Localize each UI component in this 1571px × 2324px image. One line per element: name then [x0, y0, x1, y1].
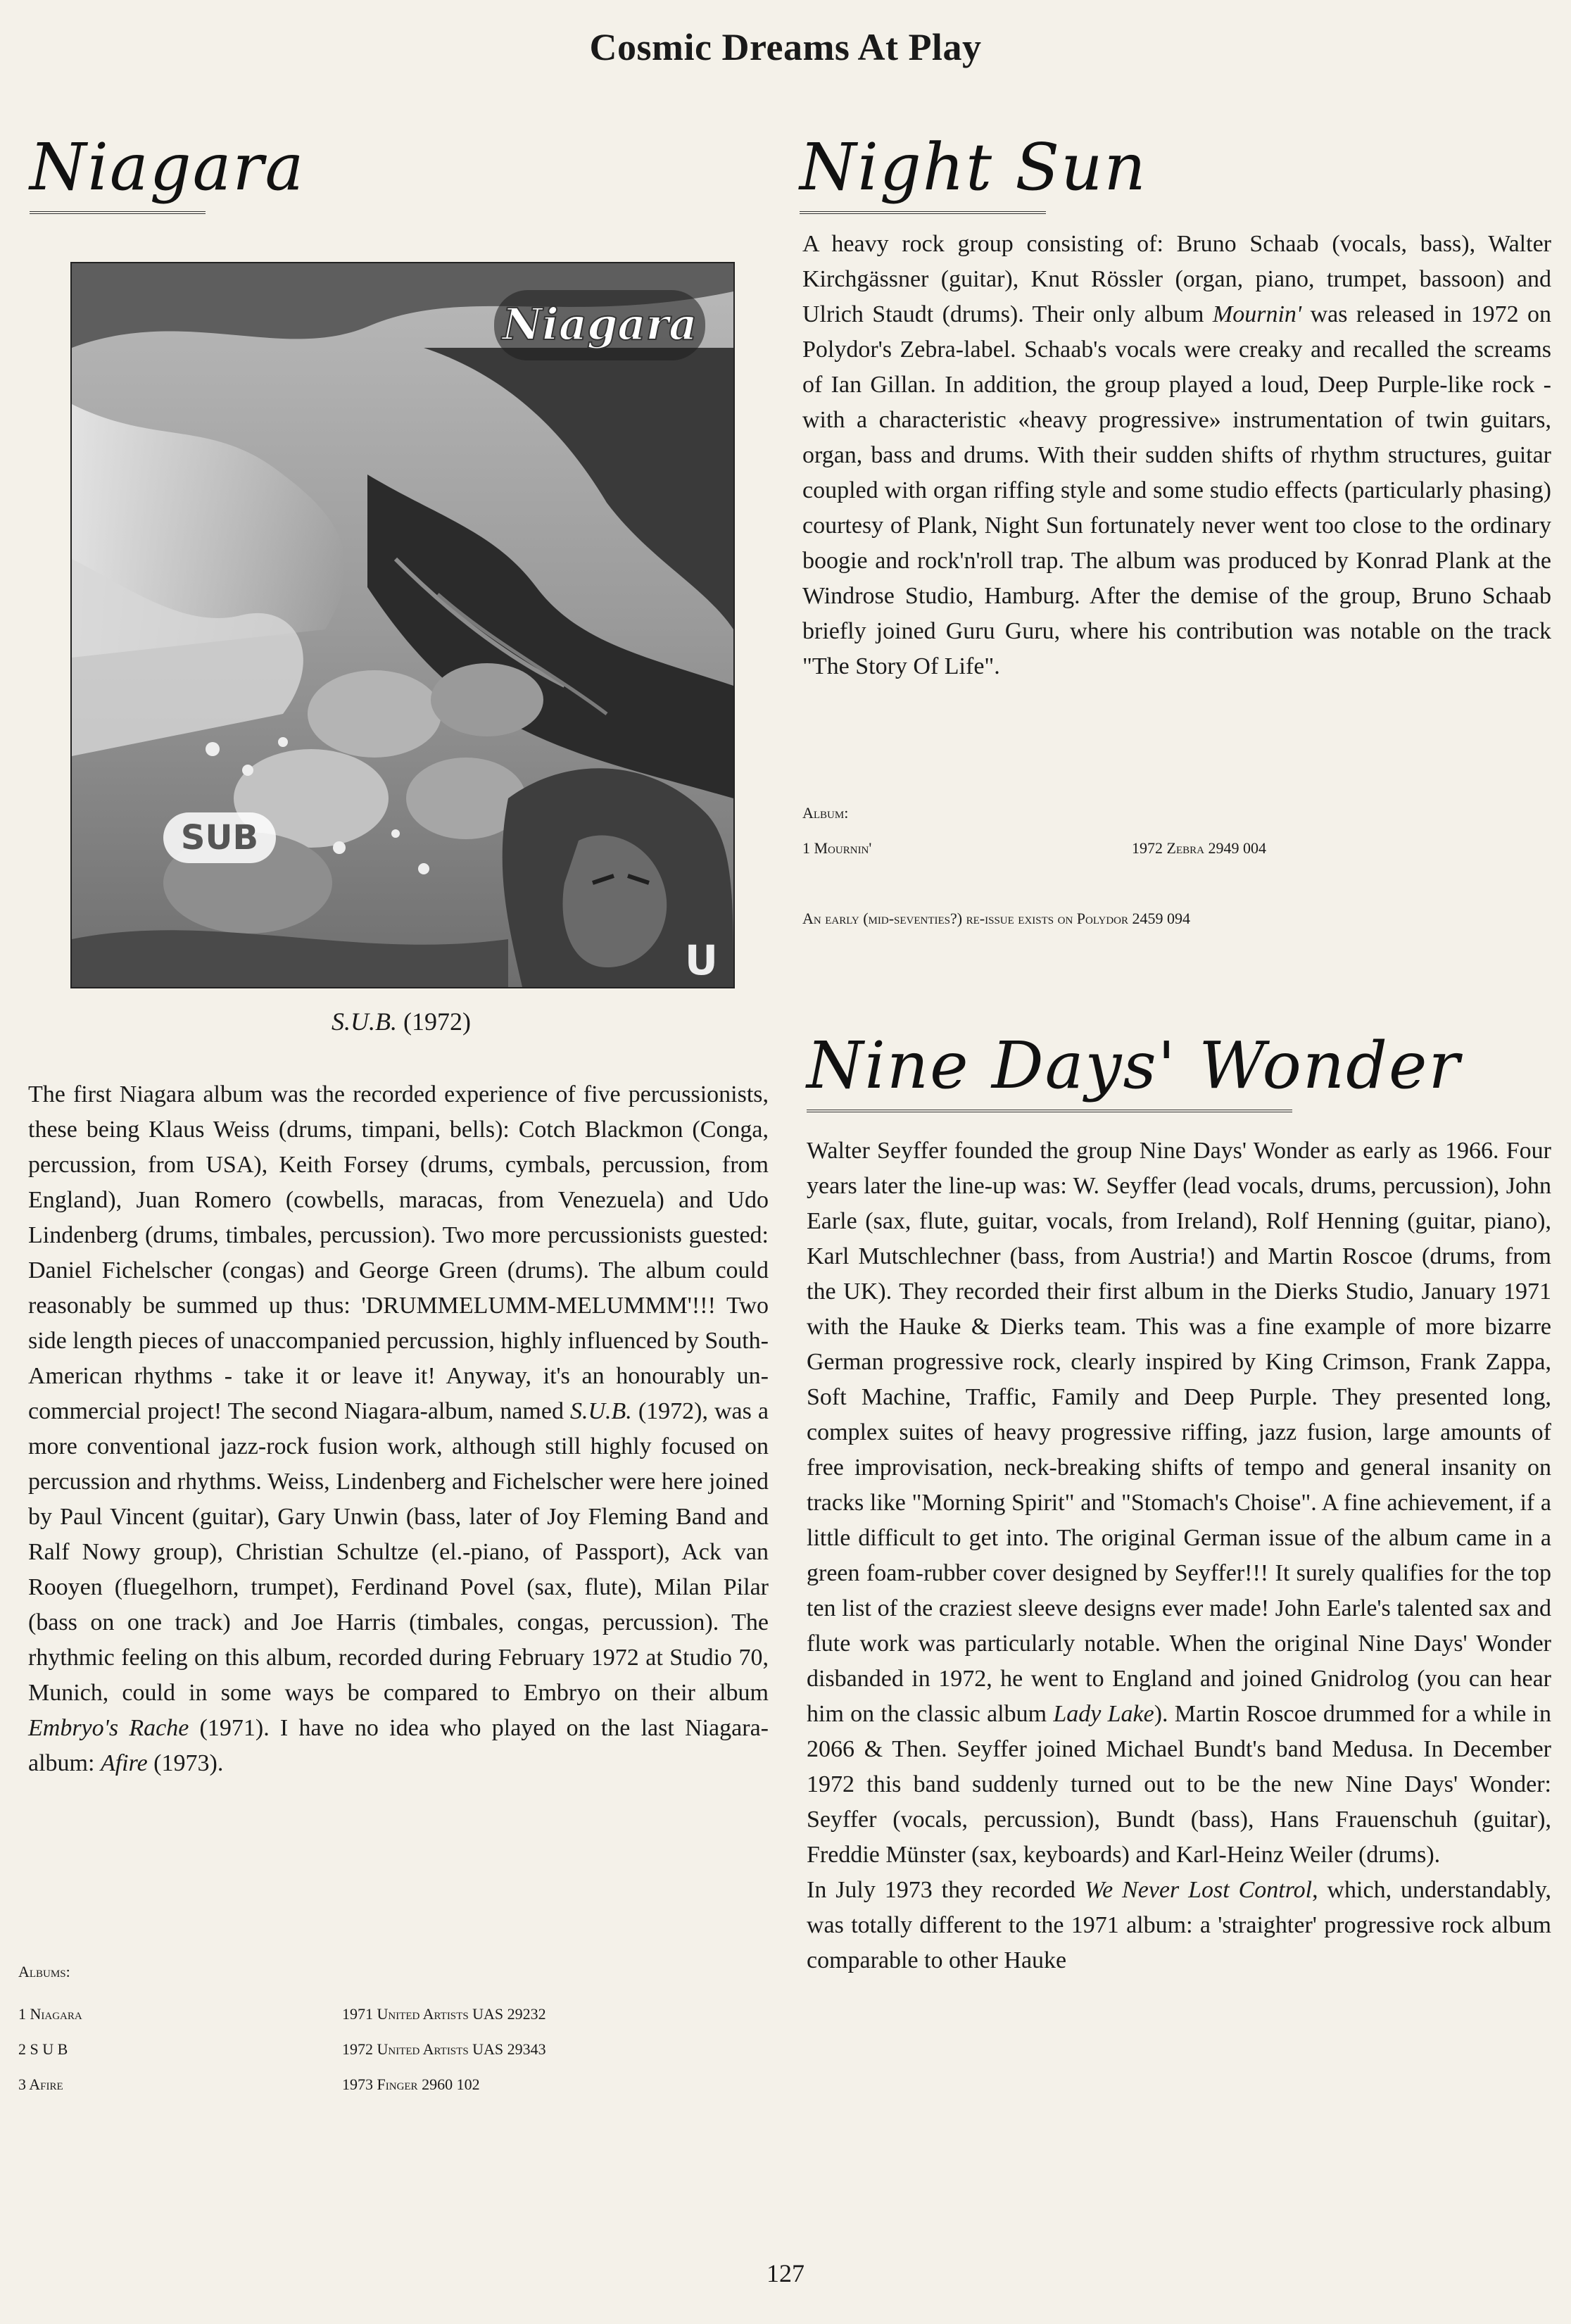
cover-logo	[494, 290, 705, 360]
nine-days-wonder-body-text: Walter Seyffer founded the group Nine Days' Wonder as early as 1966. Four years later the line-up was: W. Seyffer (lead vocals, drums, percussion), John Earle (sax, flute, guitar, vocals, from Ireland), Rolf Henning (guitar, piano), Karl Mutschlechner (bass, from Austria!) and Martin Roscoe (drums, from the UK). They recorded their first album in the Dierks Studio, January 1971 with the Hauke & Dierks team. This was a fine example of more bizarre German progressive rock, clearly inspired by King Crimson, Frank Zappa, Soft Machine, Traffic, Family and Deep Purple. They presented long, complex suites of heavy progressive riffing, jazz fusion, large amounts of free improvisation, neck-breaking shifts of tempo and general insanity on tracks like "Morning Spirit" and "Stomach's Choise". A fine achievement, if a little difficult to get into. The original German issue of the album came in a green foam-rubber cover designed by Seyffer!!! It surely qualifies for the top ten list of the craziest sleeve designs ever made! John Earle's talented sax and flute work was particularly notable. When the original Nine Days' Wonder disbanded in 1972, he went to England and joined Gnidrolog (you can hear him on the classic album	[807, 1138, 1551, 1727]
niagara-albums-heading: Albums:	[18, 1963, 70, 1980]
nine-days-wonder-body-text: In July 1973 they recorded	[807, 1877, 1085, 1903]
cover-sub-logo	[163, 812, 276, 863]
night-sun-album-ref: Mournin'	[1212, 301, 1302, 327]
nine-days-wonder-body-text: ). Martin Roscoe drummed for a while in 2066 & Then. Seyffer joined Michael Bundt's band Medusa. In December 1972 this band suddenly turned out to be the new Nine Days' Wonder: Seyffer (vocals, percussion), Bundt (bass), Hans Frauenschuh (guitar), Freddie Münster (sax, keyboards) and Karl-Heinz Weiler (drums).	[807, 1701, 1551, 1868]
discography-release: 1972 Zebra 2949 004	[1132, 839, 1266, 857]
night-sun-album-heading: Album:	[802, 804, 849, 822]
album-cover-art	[72, 263, 733, 987]
nine-days-wonder-body-text: , which, understandably, was totally different to the 1971 album: a 'straighter' progressive rock album comparable to other Hauke	[807, 1877, 1551, 1973]
night-sun-title-rule	[800, 211, 1046, 214]
album-cover-caption	[70, 1007, 732, 1036]
nine-days-wonder-album-ref: We Never Lost Control	[1084, 1877, 1313, 1903]
niagara-title: Niagara	[30, 130, 305, 205]
running-head: Cosmic Dreams At Play	[589, 26, 982, 68]
nine-days-wonder-body	[807, 1133, 1551, 1978]
niagara-album-ref: Afire	[100, 1750, 148, 1776]
niagara-body	[28, 1077, 769, 1781]
page-number: 127	[766, 2259, 805, 2287]
niagara-body-text: (1972), was a more conventional jazz-rock fusion work, although still highly focused on percussion and rhythms. Weiss, Lindenberg and Fichelscher were here joined by Paul Vincent (guitar), Gary Unwin (bass, later of Joy Fleming Band and Ralf Nowy group), Christian Schultze (el.-piano, of Passport), Ack van Rooyen (fluegelhorn, trumpet), Ferdinand Povel (sax, flute), Milan Pilar (bass on one track) and Joe Harris (timbales, congas, percussion). The rhythmic feeling on this album, recorded during February 1972 at Studio 70, Munich, could in some ways be compared to Embryo on their album	[28, 1398, 769, 1706]
discography-release: 1973 Finger 2960 102	[342, 2075, 480, 2093]
nine-days-wonder-title: Nine Days' Wonder	[807, 1028, 1461, 1103]
nine-days-wonder-title-rule	[807, 1110, 1292, 1112]
caption-title: S.U.B.	[332, 1007, 397, 1036]
discography-title: 3 Afire	[18, 2075, 63, 2093]
discography-title: 1 Mournin'	[802, 839, 872, 857]
niagara-body-text: (1971). I have no idea who played on the last Niagara- album:	[28, 1715, 769, 1776]
night-sun-body-text: was released in 1972 on Polydor's Zebra-label. Schaab's vocals were creaky and recalled the screams of Ian Gillan. In addition, the group played a loud, Deep Purple-like rock - with a characteristic «heavy progressive» instrumentation of twin guitars, organ, bass and drums. With their sudden shifts of rhythm structures, guitar coupled with organ riffing style and some studio effects (particularly phasing) courtesy of Plank, Night Sun fortunately never went too close to the ordinary boogie and rock'n'roll trap. The album was produced by Konrad Plank at the Windrose Studio, Hamburg. After the demise of the group, Bruno Schaab briefly joined Guru Guru, where his contribution was notable on the track "The Story Of Life".	[802, 301, 1552, 679]
niagara-album-ref: Embryo's Rache	[28, 1715, 189, 1741]
cover-logo-text: Niagara	[502, 299, 698, 350]
discography-release: 1972 United Artists UAS 29343	[342, 2040, 546, 2058]
night-sun-body	[802, 227, 1551, 684]
cover-corner-letter: U	[684, 936, 718, 984]
discography-title: 2 S U B	[18, 2040, 68, 2058]
nine-days-wonder-album-ref: Lady Lake	[1053, 1701, 1154, 1727]
album-cover-image	[70, 262, 735, 988]
caption-year: (1972)	[403, 1007, 471, 1036]
discography-title: 1 Niagara	[18, 2005, 82, 2023]
night-sun-reissue-note: An early (mid-seventies?) re-issue exists on Polydor 2459 094	[802, 910, 1191, 927]
niagara-album-ref: S.U.B.	[569, 1398, 632, 1424]
niagara-body-text: (1973).	[147, 1750, 224, 1776]
cover-sub-text: SUB	[180, 818, 259, 858]
discography-release: 1971 United Artists UAS 29232	[342, 2005, 546, 2023]
niagara-body-text: The first Niagara album was the recorded experience of five percussionists, these being Klaus Weiss (drums, timpani, bells): Cotch Blackmon (Conga, percussion, from USA), Keith Forsey (drums, cymbals, percussion, from England), Juan Romero (cowbells, maracas, from Venezuela) and Udo Lindenberg (drums, timbales, percussion). Two more percussionists guested: Daniel Fichelscher (congas) and George Green (drums). The album could reasonably be summed up thus: 'DRUMMELUMM-MELUMMM'!!! Two side length pieces of unaccompanied percussion, highly influenced by South-American rhythms - take it or leave it! Anyway, it's an honourably un-commercial project! The second Niagara-album, named	[28, 1081, 769, 1424]
niagara-title-rule	[30, 211, 206, 214]
night-sun-title: Night Sun	[800, 130, 1147, 205]
night-sun-body-text: A heavy rock group consisting of: Bruno Schaab (vocals, bass), Walter Kirchgässner (guitar), Knut Rössler (organ, piano, trumpet, bassoon) and Ulrich Staudt (drums). Their only album	[802, 231, 1551, 327]
